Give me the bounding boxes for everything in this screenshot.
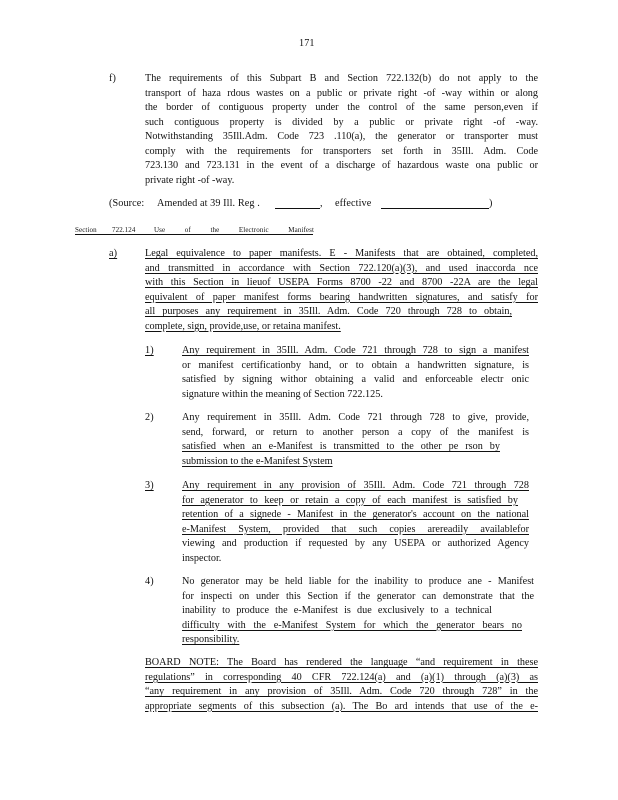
sub-4-marker: 4) [145, 576, 154, 587]
sub-2-line: Any requirement in 35Ill. Adm. Code 721 through 728 to give, provide, [182, 412, 529, 423]
sub-4-line: responsibility. [182, 634, 240, 645]
sub-4-paragraph [182, 575, 534, 648]
sub-1-line: Any requirement in 35Ill. Adm. Code 721 through 728 to sign a manifest [182, 345, 529, 356]
board-note-line: “any requirement in any provision of 35Ill. Adm. Code 720 through 728” in the [145, 686, 538, 697]
sub-3-line: for agenerator to keep or retain a copy of each manifest is satisfied by [182, 494, 518, 506]
board-note-line: appropriate segments of this subsection (a). The Bo ard intends that use of the e- [145, 700, 538, 712]
sub-3-line: inspector. [182, 552, 222, 564]
sub-4-line: for inspecti on under this Section if the generator can demonstrate that the [182, 590, 534, 602]
sub-3-line: e-Manifest System, provided that such copies arereadily availablefor [182, 523, 529, 535]
source-open: (Source: [109, 198, 145, 209]
board-note-line: regulations” in corresponding 40 CFR 722.124(a) and (a)(1) through (a)(3) as [145, 671, 538, 683]
source-amended: Amended at 39 Ill. Reg . [157, 198, 260, 209]
section-title-text: Use of the Electronic Manifest [154, 226, 314, 234]
item-a-line: with this Section in lieuof USEPA Forms 8700 -22 and 8700 -22A are the legal [145, 277, 538, 288]
item-a-paragraph [145, 247, 538, 334]
board-note [145, 656, 538, 714]
sub-4-line: No generator may be held liable for the inability to produce ane - Manifest [182, 576, 534, 587]
source-close: ) [489, 198, 493, 209]
section-heading-rule [75, 234, 313, 235]
sub-4-line: inability to produce the e-Manifest is due exclusively to a technical [182, 605, 492, 616]
sub-1-marker: 1) [145, 345, 154, 356]
item-f-line: private right -of -way. [145, 174, 235, 186]
sub-2-marker: 2) [145, 412, 154, 423]
sub-2-line: submission to the e-Manifest System [182, 455, 333, 467]
item-f-line: Notwithstanding 35Ill.Adm. Code 723 .110(a), the generator or transporter must [145, 131, 538, 142]
sub-4-line: difficulty with the e-Manifest System for which the generator bears no [182, 619, 522, 631]
item-f-line: such contiguous property is divided by a public or private right -of -way. [145, 116, 538, 128]
item-f-paragraph [145, 72, 538, 188]
sub-1-line: signature within the meaning of Section 722.125. [182, 388, 383, 400]
item-f-marker: f) [109, 73, 116, 84]
sub-3-line: retention of a signede - Manifest in the generator's account on the national [182, 509, 529, 520]
item-f-line: 723.130 and 723.131 in the event of a discharge of hazardous waste ona public or [145, 160, 538, 171]
item-a-line: complete, sign, provide,use, or retaina manifest. [145, 320, 341, 332]
source-register-blank [275, 208, 320, 209]
item-f-line: the border of contiguous property under the control of the same person,even if [145, 102, 538, 113]
item-f-line: The requirements of this Subpart B and Section 722.132(b) do not apply to the [145, 73, 538, 84]
sub-2-line: satisfied when an e-Manifest is transmitted to the other pe rson by [182, 441, 500, 452]
sub-2-paragraph [182, 411, 529, 469]
sub-3-line: Any requirement in any provision of 35Ill. Adm. Code 721 through 728 [182, 480, 529, 491]
sub-1-paragraph [182, 344, 529, 402]
source-effective-blank [381, 208, 489, 209]
section-number: 722.124 [112, 226, 136, 234]
sub-3-line: viewing and production if requested by any USEPA or authorized Agency [182, 538, 529, 549]
page-number: 171 [299, 38, 315, 49]
source-comma: , [320, 198, 323, 209]
sub-2-line: send, forward, or return to another person a copy of the manifest is [182, 426, 529, 438]
item-a-line: equivalent of paper manifest forms bearing handwritten signatures, and satisfy for [145, 291, 538, 303]
sub-3-marker: 3) [145, 480, 154, 491]
board-note-line: BOARD NOTE: The Board has rendered the language “and requirement in these [145, 657, 538, 668]
item-a-line: and transmitted in accordance with Section 722.120(a)(3), and used inaccorda nce [145, 262, 538, 274]
source-effective: effective [335, 198, 372, 209]
item-a-line: Legal equivalence to paper manifests. E - Manifests that are obtained, completed, [145, 248, 538, 259]
sub-1-line: satisfied by signing withor obtaining a valid and enforceable electr onic [182, 374, 529, 385]
item-a-marker: a) [109, 248, 118, 259]
item-f-line: transport of haza rdous wastes on a public or private right -of -way within or along [145, 87, 538, 99]
section-label: Section [75, 226, 97, 234]
sub-3-paragraph [182, 479, 529, 566]
item-a-line: all purposes any requirement in 35Ill. Adm. Code 720 through 728 to obtain, [145, 306, 512, 317]
item-f-line: comply with the requirements for transporters set forth in 35Ill. Adm. Code [145, 145, 538, 157]
sub-1-line: or manifest certificationby hand, or to obtain a handwritten signature, is [182, 359, 529, 371]
